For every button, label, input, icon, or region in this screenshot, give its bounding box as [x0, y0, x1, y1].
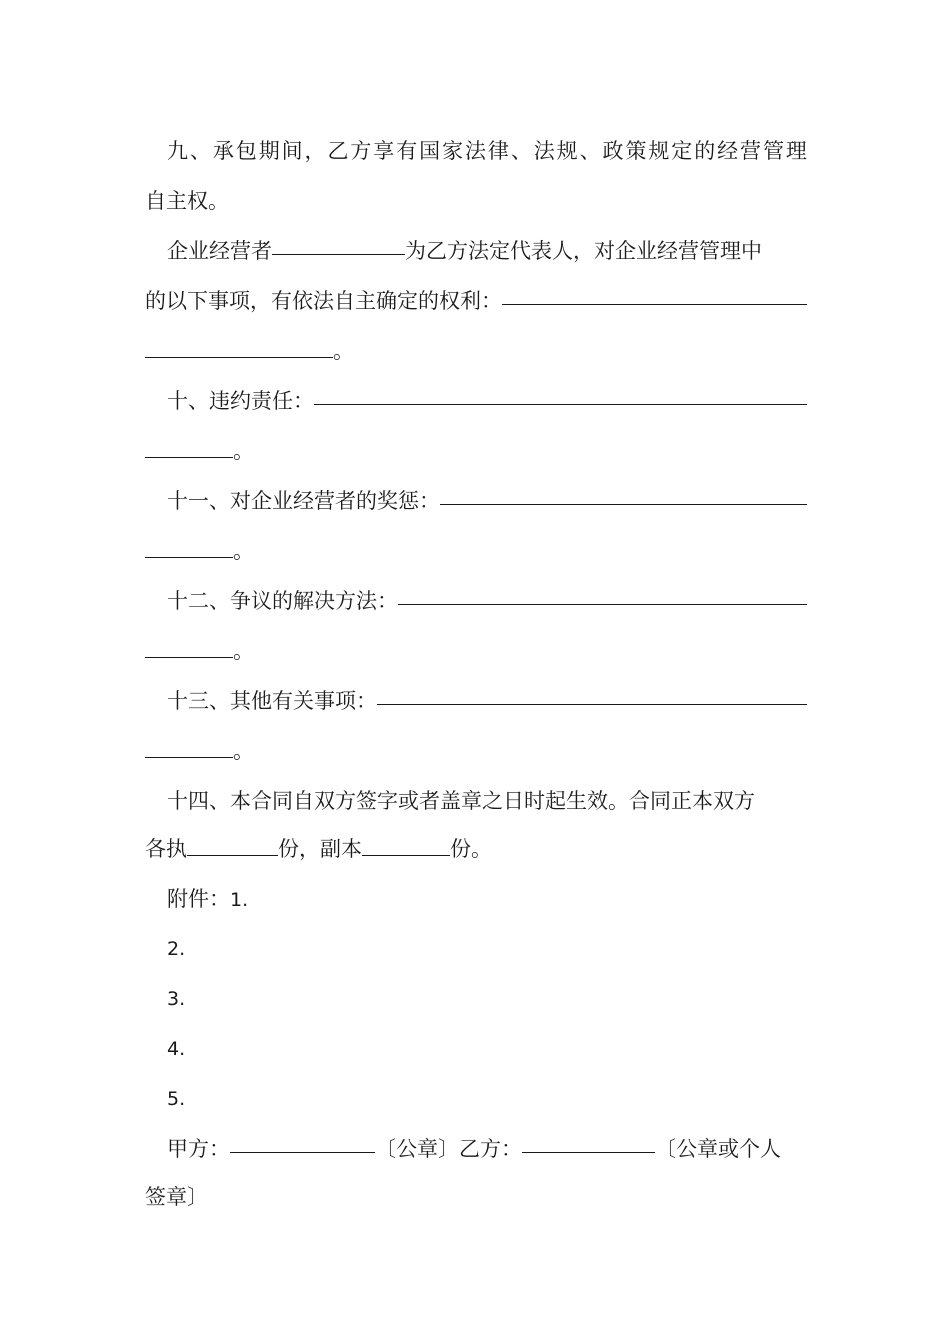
- section-14-end: 份。: [450, 837, 492, 861]
- duplicate-copies-blank[interactable]: [362, 837, 450, 856]
- signature-line-2: 签章〕: [145, 1185, 208, 1209]
- reward-blank-1[interactable]: [440, 486, 807, 505]
- section-10-label: 十、违约责任：: [167, 389, 314, 413]
- attachment-item: 1.: [230, 889, 249, 911]
- party-a-blank[interactable]: [230, 1134, 375, 1153]
- section-12-label: 十二、争议的解决方法：: [167, 589, 398, 613]
- section-14-line-2: [145, 834, 807, 864]
- section-10-line-1: [167, 386, 807, 416]
- party-b-blank[interactable]: [522, 1134, 655, 1153]
- party-b-label: 〔公章〕乙方：: [375, 1137, 522, 1161]
- section-13-label: 十三、其他有关事项：: [167, 689, 377, 713]
- section-9-sub-after: 为乙方法定代表人，对企业经营管理中: [405, 239, 762, 263]
- party-b-seal: 〔公章或个人: [655, 1137, 781, 1161]
- other-blank-1[interactable]: [377, 686, 807, 705]
- section-13-line-2: [145, 736, 807, 766]
- attachments-label: 附件：: [167, 887, 230, 911]
- section-13-end: 。: [233, 739, 254, 763]
- original-copies-blank[interactable]: [187, 837, 278, 856]
- signature-line-1: [167, 1134, 807, 1164]
- section-11-line-1: [167, 486, 807, 516]
- attachment-item: 5.: [167, 1088, 186, 1110]
- section-14-copies-label: 各执: [145, 837, 187, 861]
- dispute-blank-1[interactable]: [398, 586, 807, 605]
- section-12-end: 。: [233, 639, 254, 663]
- section-11-line-2: [145, 536, 807, 566]
- section-11-label: 十一、对企业经营者的奖惩：: [167, 489, 440, 513]
- section-10-line-2: [145, 436, 807, 466]
- attachment-item: 2.: [167, 938, 186, 960]
- section-10-end: 。: [233, 439, 254, 463]
- section-9-sub-line-1: [167, 236, 807, 266]
- other-blank-2[interactable]: [145, 739, 233, 758]
- section-9-line-1: 九 、 承 包 期 间 ， 乙 方 享 有 国 家 法 律 、 法 规 、 政 策 规 定 的 经 营 管 理: [167, 139, 807, 163]
- section-9-sub-before: 企业经营者: [167, 239, 272, 263]
- section-9-sub-line-3: [145, 336, 807, 366]
- breach-blank-1[interactable]: [314, 386, 807, 405]
- section-13-line-1: [167, 686, 807, 716]
- section-9-sub-line-2: [145, 286, 807, 316]
- breach-blank-2[interactable]: [145, 439, 233, 458]
- party-a-label: 甲方：: [167, 1137, 230, 1161]
- section-12-line-1: [167, 586, 807, 616]
- dispute-blank-2[interactable]: [145, 639, 233, 658]
- reward-blank-2[interactable]: [145, 539, 233, 558]
- section-9-end: 。: [333, 339, 354, 363]
- section-14-duplicate-label: 份，副本: [278, 837, 362, 861]
- section-9-line-2: 自主权。: [145, 189, 229, 213]
- section-12-line-2: [145, 636, 807, 666]
- attachment-item: 3.: [167, 988, 186, 1010]
- rights-blank-1[interactable]: [502, 286, 807, 305]
- attachments-line-1: [167, 884, 807, 915]
- section-14-line-1: 十四、本合同自双方签字或者盖章之日时起生效。合同正本双方: [167, 789, 755, 813]
- rights-blank-2[interactable]: [145, 339, 333, 358]
- attachment-item: 4.: [167, 1038, 186, 1060]
- section-9-sub-line-2-text: 的以下事项，有依法自主确定的权利：: [145, 289, 502, 313]
- section-11-end: 。: [233, 539, 254, 563]
- representative-blank[interactable]: [272, 236, 405, 255]
